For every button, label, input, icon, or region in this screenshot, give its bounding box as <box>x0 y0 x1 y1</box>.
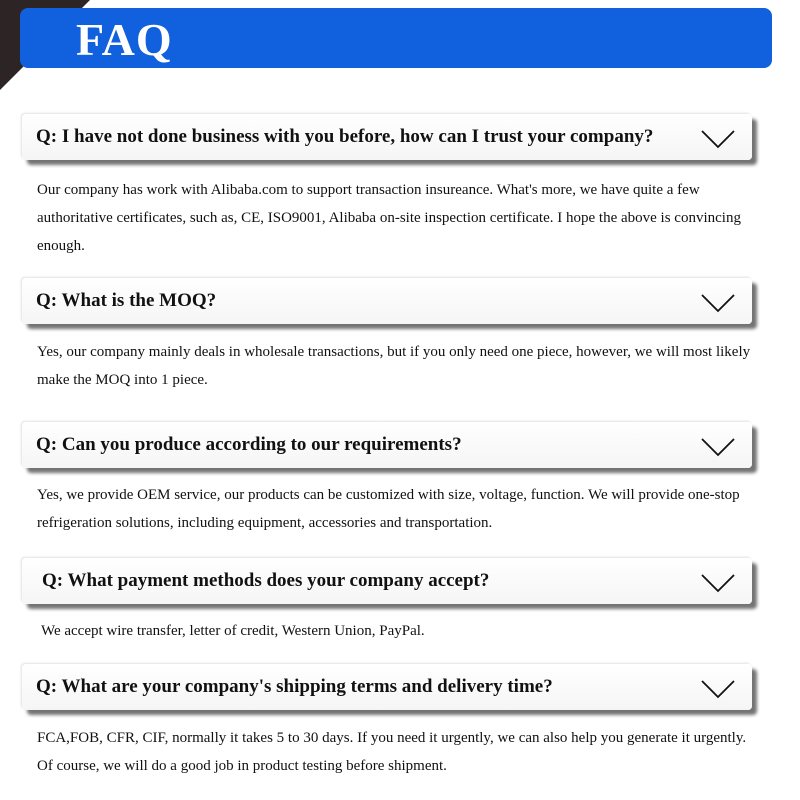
chevron-down-icon[interactable] <box>700 436 736 458</box>
faq-answer: Yes, our company mainly deals in wholesale transactions, but if you only need one piece, however, we will most likely make the MOQ into 1 piece. <box>37 344 751 388</box>
faq-question: Q: What are your company's shipping terms and delivery time? <box>36 676 553 697</box>
faq-question: Q: What payment methods does your company accept? <box>42 570 490 591</box>
faq-question: Q: Can you produce according to our requirements? <box>36 434 462 455</box>
faq-answer: We accept wire transfer, letter of credit, Western Union, PayPal. <box>41 623 425 639</box>
faq-question-bar[interactable] <box>22 664 752 710</box>
page-title: FAQ <box>76 14 173 65</box>
faq-question: Q: I have not done business with you before, how can I trust your company? <box>36 126 654 147</box>
chevron-down-icon[interactable] <box>700 572 736 594</box>
chevron-down-icon[interactable] <box>700 292 736 314</box>
faq-question-bar[interactable] <box>22 114 752 160</box>
faq-question: Q: What is the MOQ? <box>36 290 217 311</box>
faq-question-bar[interactable] <box>22 558 752 604</box>
faq-answer: Our company has work with Alibaba.com to support transaction insureance. What's more, we have quite a few authoritative certificates, such as, CE, ISO9001, Alibaba on-site inspection certificate. I hope the above is convincing enough. <box>37 182 741 254</box>
faq-answer: FCA,FOB, CFR, CIF, normally it takes 5 to 30 days. If you need it urgently, we can also help you generate it urgently. Of course, we will do a good job in product testing before shipment. <box>37 730 747 774</box>
chevron-down-icon[interactable] <box>700 128 736 150</box>
faq-answer: Yes, we provide OEM service, our products can be customized with size, voltage, function. We will provide one-stop refrigeration solutions, including equipment, accessories and transportation. <box>37 487 740 531</box>
faq-banner <box>20 8 772 68</box>
faq-question-bar[interactable] <box>22 278 752 324</box>
faq-question-bar[interactable] <box>22 422 752 468</box>
chevron-down-icon[interactable] <box>700 678 736 700</box>
